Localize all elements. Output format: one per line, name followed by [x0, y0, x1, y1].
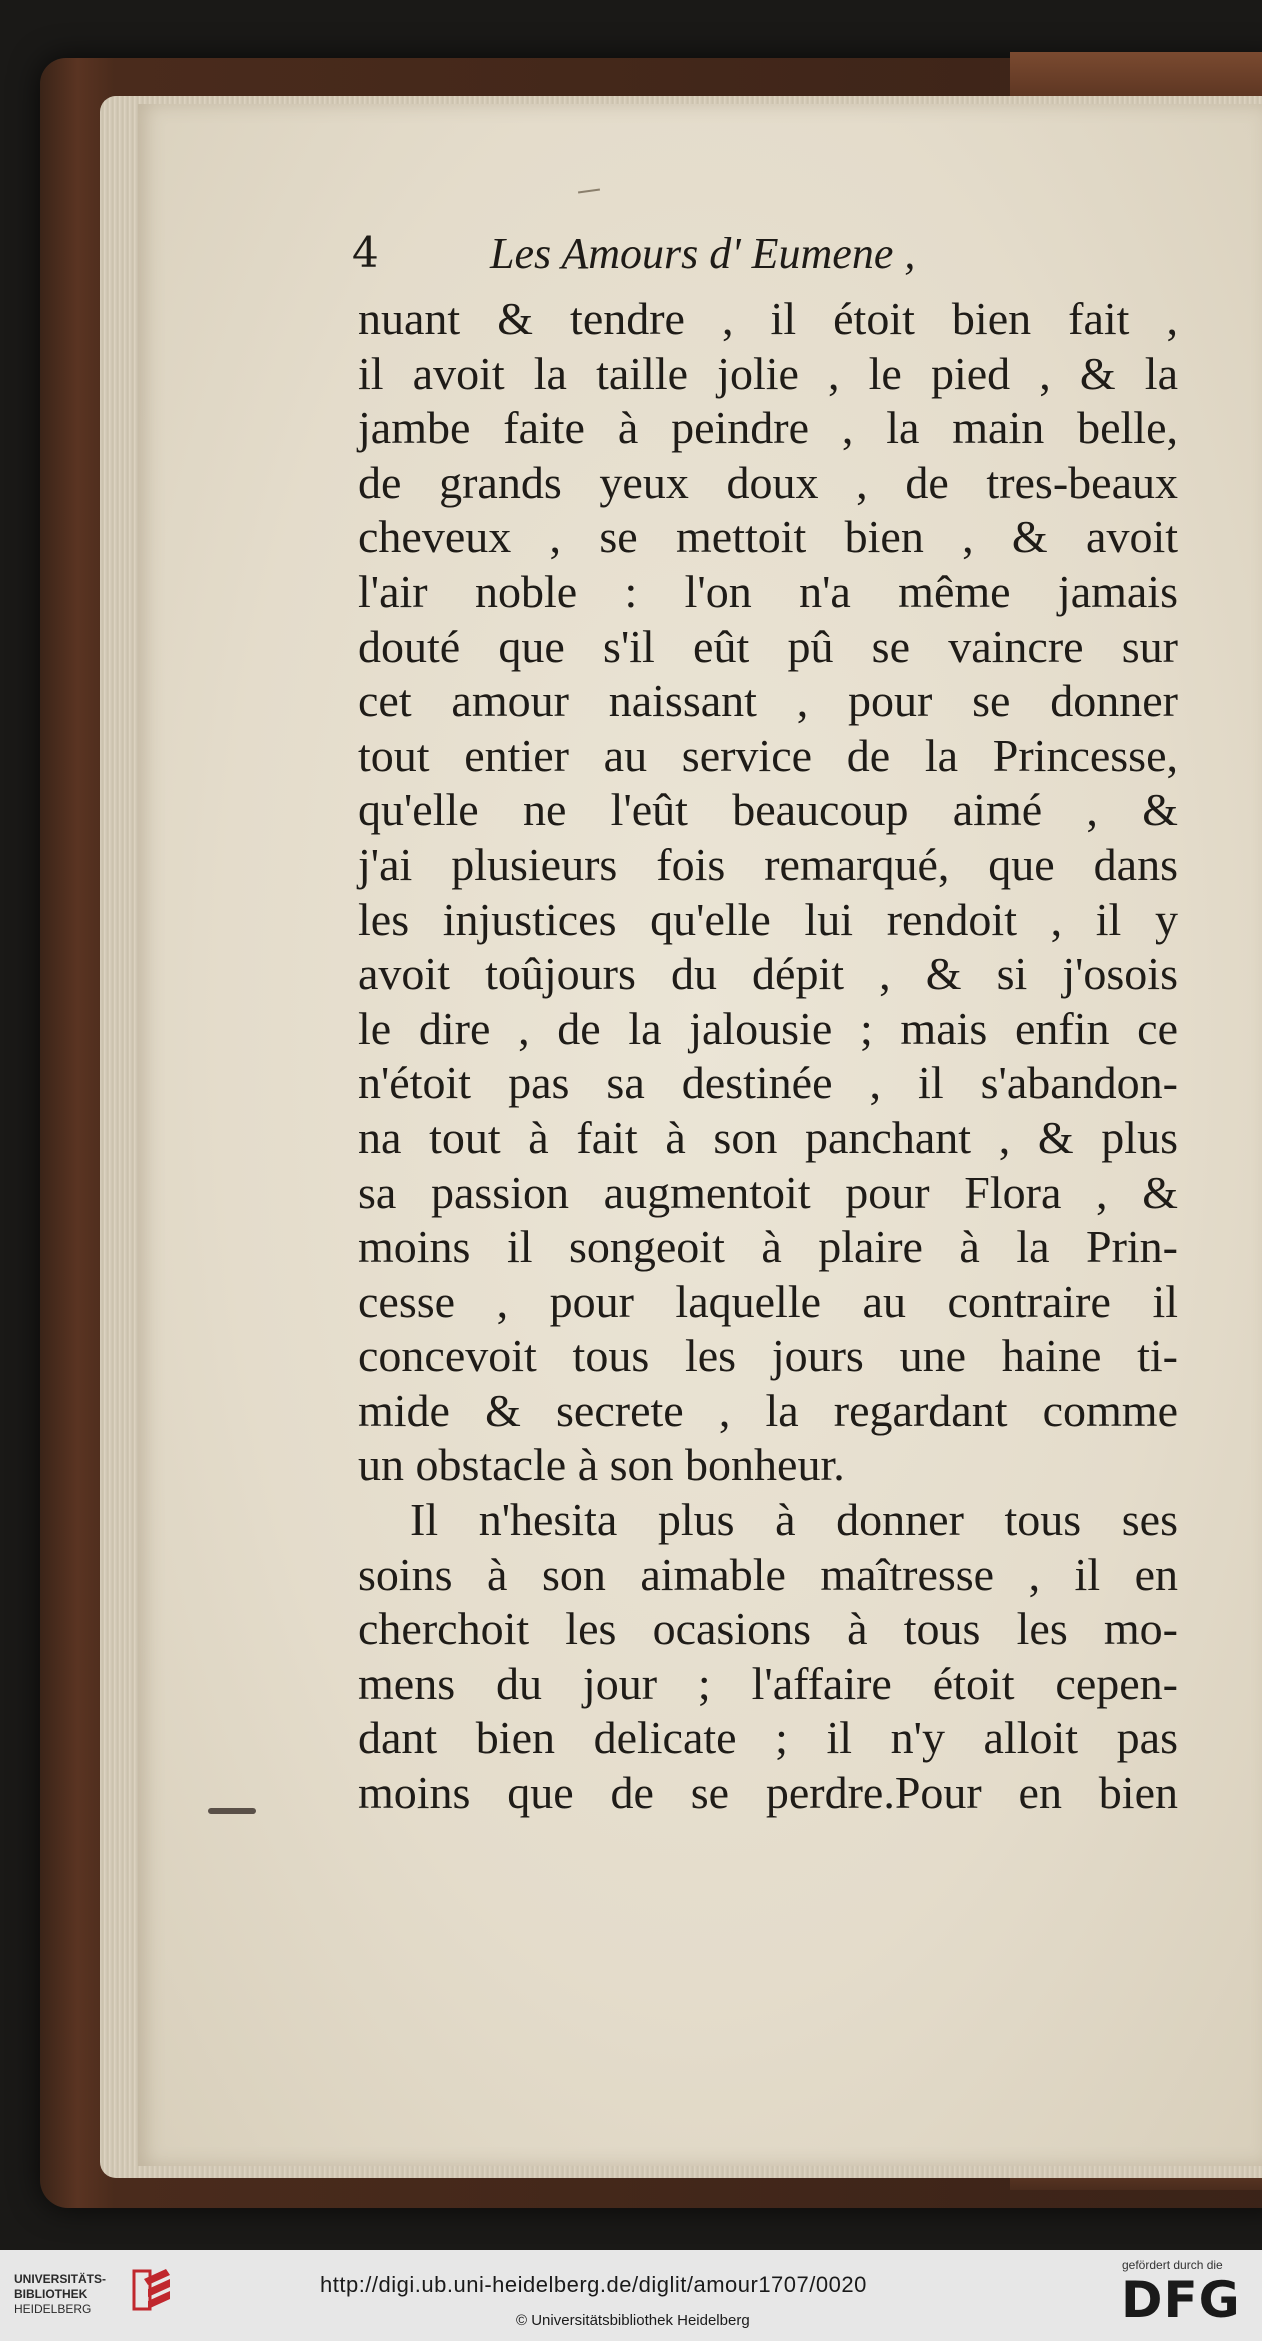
library-name-line: BIBLIOTHEK — [14, 2287, 88, 2301]
text-line: dant bien delicate ; il n'y alloit pas — [358, 1712, 1178, 1764]
text-line: n'étoit pas sa destinée , il s'abandon- — [358, 1057, 1178, 1109]
text-line: il avoit la taille jolie , le pied , & la — [358, 347, 1178, 399]
ub-heidelberg-logo-icon — [130, 2265, 174, 2315]
library-name-line: UNIVERSITÄTS- — [14, 2272, 107, 2286]
text-line: avoit toûjours du dépit , & si j'osois — [358, 948, 1178, 1000]
library-name — [14, 2272, 129, 2317]
permalink-url[interactable]: http://digi.ub.uni-heidelberg.de/diglit/amour1707/0020 — [320, 2272, 867, 2297]
dfg-logo: DFG — [1121, 2271, 1241, 2329]
text-line: sa passion augmentoit pour Flora , & — [358, 1166, 1178, 1218]
text-line: cesse , pour laquelle au contraire il — [358, 1275, 1178, 1327]
text-line: douté que s'il eût pû se vaincre sur — [358, 620, 1178, 672]
margin-mark — [208, 1808, 256, 1814]
text-line: un obstacle à son bonheur. — [358, 1439, 845, 1491]
page-header — [352, 228, 1132, 288]
text-line: l'air noble : l'on n'a même jamais — [358, 565, 1178, 617]
body-text — [358, 292, 1178, 1821]
cover-top-strip — [1010, 52, 1262, 100]
text-line: tout entier au service de la Princesse, — [358, 729, 1178, 781]
text-line: jambe faite à peindre , la main belle, — [358, 402, 1178, 454]
text-line: Il n'hesita plus à donner tous ses — [410, 1494, 1178, 1546]
text-line: j'ai plusieurs fois remarqué, que dans — [358, 838, 1178, 890]
text-line: mens du jour ; l'affaire étoit cepen- — [358, 1657, 1178, 1709]
text-line: de grands yeux doux , de tres-beaux — [358, 456, 1178, 508]
text-line: soins à son aimable maîtresse , il en — [358, 1548, 1178, 1600]
text-line: cheveux , se mettoit bien , & avoit — [358, 511, 1178, 563]
text-line: moins il songeoit à plaire à la Prin- — [358, 1221, 1178, 1273]
funded-by-label: gefördert durch die — [1122, 2258, 1223, 2272]
text-line: qu'elle ne l'eût beaucoup aimé , & — [358, 784, 1178, 836]
text-line: les injustices qu'elle lui rendoit , il y — [358, 893, 1178, 945]
library-name-line: HEIDELBERG — [14, 2302, 92, 2316]
text-line: moins que de se perdre.Pour en bien — [358, 1767, 1178, 1819]
viewer-footer — [0, 2250, 1262, 2341]
text-line: nuant & tendre , il étoit bien fait , — [358, 293, 1178, 344]
text-line: le dire , de la jalousie ; mais enfin ce — [358, 1002, 1178, 1054]
copyright-notice: © Universitätsbibliothek Heidelberg — [516, 2312, 750, 2329]
page-number: 4 — [352, 228, 379, 277]
text-line: na tout à fait à son panchant , & plus — [358, 1111, 1178, 1163]
text-line: cherchoit les ocasions à tous les mo- — [358, 1603, 1178, 1655]
running-title: Les Amours d' Eumene , — [490, 229, 916, 278]
text-line: mide & secrete , la regardant comme — [358, 1384, 1178, 1436]
text-line: concevoit tous les jours une haine ti- — [358, 1330, 1178, 1382]
text-line: cet amour naissant , pour se donner — [358, 675, 1178, 727]
